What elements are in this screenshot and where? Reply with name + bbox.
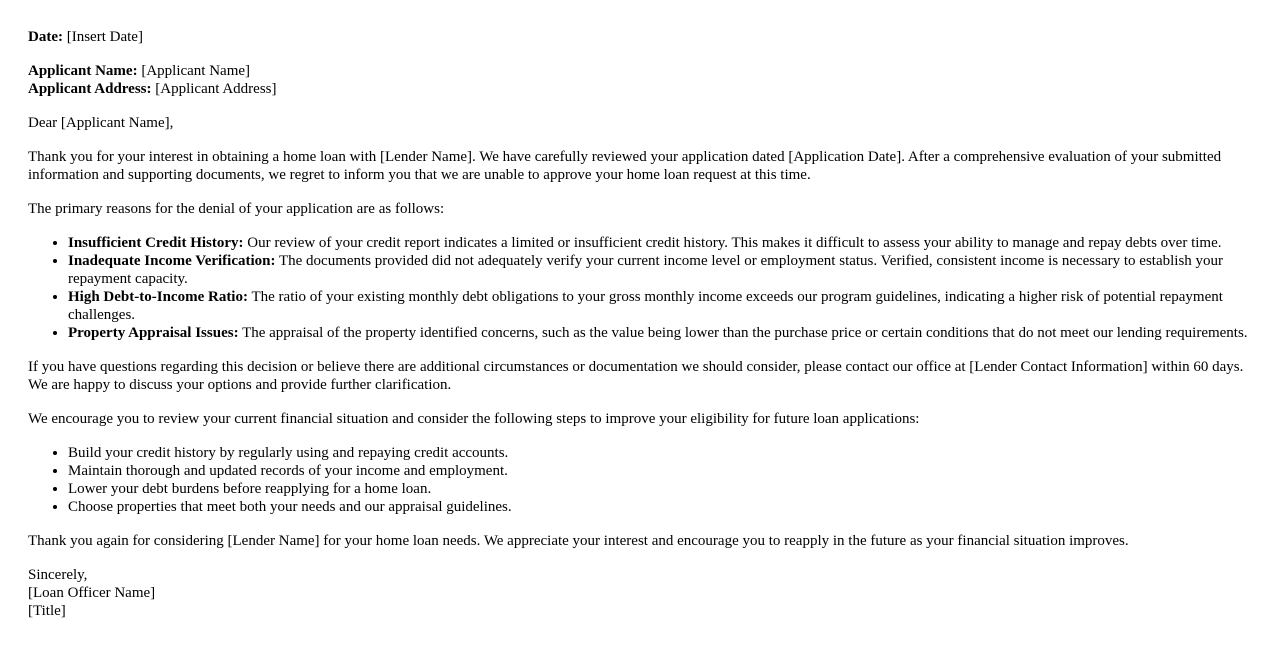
closing-paragraph: Thank you again for considering [Lender Name] for your home loan needs. We appreciate your interest and encourage you to reapply in the future as your financial situation improves.: [28, 533, 1129, 549]
step-item: • Choose properties that meet both your needs and our appraisal guidelines.: [68, 498, 1250, 516]
reason-text: The documents provided did not adequately verify your current income level or employment status. Verified, consistent income is necessary to establish your repayment capacity.: [68, 253, 1224, 287]
reason-text: Our review of your credit report indicates a limited or insufficient credit history. This makes it difficult to assess your ability to manage and repay debts over time.: [247, 235, 1222, 251]
reason-title: Insufficient Credit History:: [68, 235, 244, 251]
reason-text: The ratio of your existing monthly debt obligations to your gross monthly income exceeds our program guidelines, indicating a higher risk of potential repayment challenges.: [68, 289, 1223, 323]
reason-item: [68, 252, 1250, 288]
date-line: [28, 28, 1250, 46]
signature-block: [28, 566, 1250, 620]
signature-closing: Sincerely,: [28, 567, 88, 583]
applicant-name-label: Applicant Name:: [28, 63, 138, 79]
applicant-address-value: [Applicant Address]: [155, 81, 277, 97]
signature-officer-name: [Loan Officer Name]: [28, 585, 156, 601]
questions-paragraph: If you have questions regarding this decision or believe there are additional circumstances or documentation we should consider, please contact our office at [Lender Contact Information] within 60 days. We are happy to discuss your options and provide further clarification.: [28, 359, 1244, 393]
steps-intro: We encourage you to review your current financial situation and consider the following steps to improve your eligibility for future loan applications:: [28, 411, 920, 427]
applicant-name-value: [Applicant Name]: [141, 63, 251, 79]
step-item: • Build your credit history by regularly using and repaying credit accounts.: [68, 444, 1250, 462]
reason-item: [68, 288, 1250, 324]
reason-item: [68, 234, 1250, 252]
applicant-address-label: Applicant Address:: [28, 81, 152, 97]
applicant-address-line: [28, 80, 1250, 98]
applicant-name-line: [28, 62, 1250, 80]
reason-item: [68, 324, 1250, 342]
reason-title: Inadequate Income Verification:: [68, 253, 276, 269]
reasons-list: [28, 234, 1250, 342]
reason-title: High Debt-to-Income Ratio:: [68, 289, 248, 305]
signature-title: [Title]: [28, 603, 66, 619]
applicant-info: [28, 62, 1250, 98]
date-value: [Insert Date]: [66, 29, 143, 45]
step-item: • Maintain thorough and updated records of your income and employment.: [68, 462, 1250, 480]
salutation: Dear [Applicant Name],: [28, 115, 174, 131]
reason-text: The appraisal of the property identified concerns, such as the value being lower than the purchase price or certain conditions that do not meet our lending requirements.: [242, 325, 1248, 341]
intro-paragraph: Thank you for your interest in obtaining a home loan with [Lender Name]. We have carefully reviewed your application dated [Application Date]. After a comprehensive evaluation of your submitted information and supporting documents, we regret to inform you that we are unable to approve your home loan request at this time.: [28, 149, 1222, 183]
steps-list: [28, 444, 1250, 516]
reason-title: Property Appraisal Issues:: [68, 325, 239, 341]
reasons-intro: The primary reasons for the denial of your application are as follows:: [28, 201, 445, 217]
date-label: Date:: [28, 29, 63, 45]
step-item: • Lower your debt burdens before reapplying for a home loan.: [68, 480, 1250, 498]
